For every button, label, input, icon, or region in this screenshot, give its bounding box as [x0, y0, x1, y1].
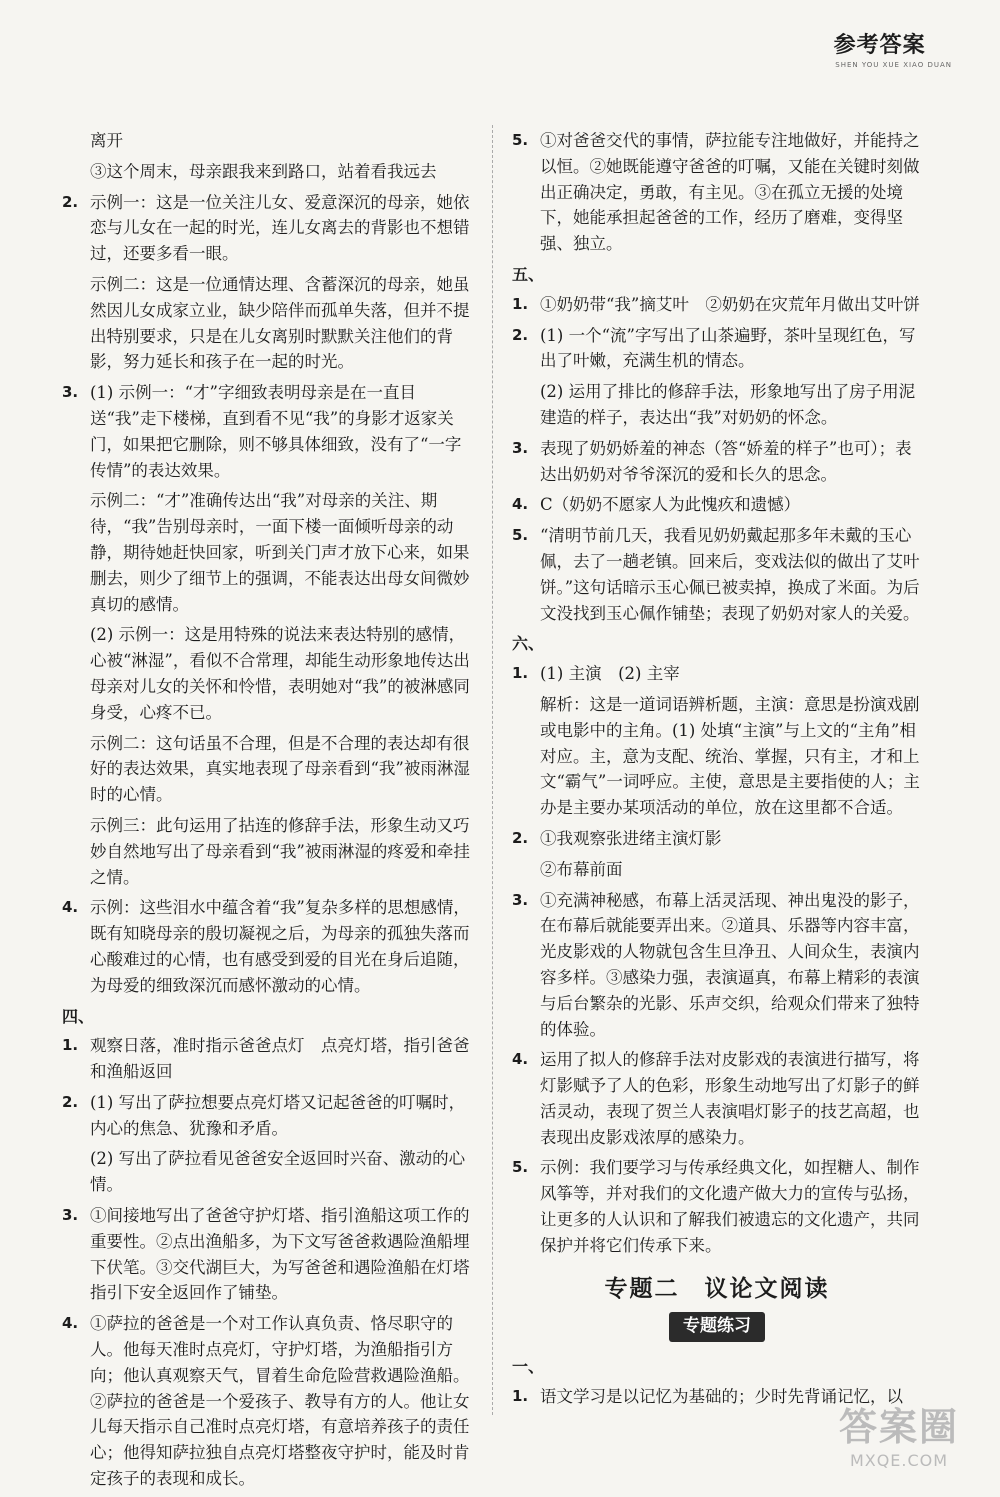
- item-number: 2.: [512, 828, 529, 847]
- topic-title: 专题二 议论文阅读: [604, 1275, 830, 1302]
- answer-line: 离开: [90, 131, 123, 150]
- answer-text: (2) 示例一：这是用特殊的说法来表达特别的感情，心被“淋湿”，看似不合常理，却能生动形象地传达出母亲对儿女的关怀和怜惜，表明她对“我”的被淋感同身受，心疼不已。: [90, 625, 470, 722]
- item-number: 1.: [512, 294, 529, 313]
- answer-item: [62, 1203, 472, 1306]
- answer-line: ③这个周末，母亲跟我来到路口，站着看我远去: [90, 161, 437, 181]
- answer-text: 运用了拟人的修辞手法对皮影戏的表演进行描写，将灯影赋予了人的色彩，形象生动地写出了灯影子的鲜活灵动，表现了贺兰人表演唱灯影子的技艺高超，也表现出皮影戏浓厚的感染力。: [540, 1050, 920, 1147]
- answer-text: 示例二：这是一位通情达理、含蓄深沉的母亲，她虽然因儿女成家立业，缺少陪伴而孤单失落，但并不提出特别要求，只是在儿女离别时默默关注他们的背影，努力延长和孩子在一起的时光。: [90, 274, 470, 372]
- watermark-text: 答案圈: [838, 1405, 959, 1449]
- item-number: 4.: [62, 898, 79, 917]
- answer-item: [512, 888, 922, 1043]
- answer-item: [62, 895, 472, 998]
- answer-text: 示例：我们要学习与传承经典文化，如捏糖人、制作风筝等，并对我们的文化遗产做大力的宣传与弘扬，让更多的人认识和了解我们被遗忘的文化遗产，共同保护并将它们传承下来。: [540, 1158, 920, 1255]
- item-number: 1.: [512, 664, 529, 683]
- answer-text: ①萨拉的爸爸是一个对工作认真负责、恪尽职守的人。他每天准时点亮灯，守护灯塔，为渔船指引方向；他认真观察天气，冒着生命危险营救遇险渔船。②萨拉的爸爸是一个爱孩子、教导有方的人。他让女儿每天指示自己准时点亮灯塔，有意培养孩子的责任心；他得知萨拉独自点亮灯塔整夜守护时，能及时肯定孩子的表现和成长。: [90, 1314, 470, 1489]
- watermark-logo: [824, 1396, 974, 1470]
- answer-text: 语文学习是以记忆为基础的；少时先背诵记忆，以: [540, 1387, 903, 1407]
- section-heading: 六、: [512, 634, 545, 654]
- answer-item: [62, 380, 472, 890]
- answer-item: [512, 292, 922, 318]
- answer-text: 表现了奶奶娇羞的神态（答“娇羞的样子”也可）；表达出奶奶对爷爷深沉的爱和长久的思念。: [540, 438, 912, 484]
- answer-item: [512, 128, 922, 257]
- right-column: [512, 128, 922, 1415]
- item-number: 5.: [512, 1158, 529, 1177]
- answer-text: (1) 一个“流”字写出了山茶遍野，茶叶呈现红色，写出了叶嫩，充满生机的情态。: [540, 325, 916, 371]
- item-number: 4.: [62, 1314, 79, 1333]
- answer-text: ①间接地写出了爸爸守护灯塔、指引渔船这项工作的重要性。②点出渔船多，为下文写爸爸救遇险渔船埋下伏笔。③交代湖巨大，为写爸爸和遇险渔船在灯塔指引下安全返回作了铺垫。: [90, 1206, 470, 1303]
- watermark-url: MXQE.COM: [849, 1451, 949, 1470]
- item-number: 2.: [512, 325, 529, 344]
- item-number: 3.: [512, 438, 529, 457]
- item-number: 1.: [62, 1036, 79, 1055]
- answer-text: “清明节前几天，我看见奶奶戴起那多年未戴的玉心佩，去了一趟老镇。回来后，变戏法似的做出了艾叶饼。”这句话暗示玉心佩已被卖掉，换成了米面。为后文没找到玉心佩作铺垫；表现了奶奶对家人的关爱。: [540, 526, 920, 623]
- section-heading: 一、: [512, 1357, 545, 1377]
- answer-text: (2) 写出了萨拉看见爸爸安全返回时兴奋、激动的心情。: [90, 1149, 466, 1195]
- answer-item: [512, 826, 922, 883]
- practice-banner: [512, 1312, 922, 1342]
- answer-text: 示例一：这是一位关注儿女、爱意深沉的母亲，她依恋与儿女在一起的时光，连儿女离去的背影也不想错过，还要多看一眼。: [90, 192, 470, 264]
- answer-note: 解析：这是一道词语辨析题，主演：意思是扮演戏剧或电影中的主角。(1) 处填“主演”与上文的“主角”相对应。主，意为支配、统治、掌握，只有主，才和上文“霸气”一词呼应。主使，意思是主要指使的人；主办是主要办某项活动的单位，放在这里都不合适。: [540, 694, 920, 818]
- answer-text: ①奶奶带“我”摘艾叶 ②奶奶在灾荒年月做出艾叶饼: [540, 294, 920, 314]
- item-number: 3.: [512, 890, 529, 909]
- left-column: [62, 128, 472, 1497]
- column-divider: [492, 125, 493, 1415]
- answer-text: (1) 写出了萨拉想要点亮灯塔又记起爸爸的叮嘱时，内心的焦急、犹豫和矛盾。: [90, 1092, 466, 1138]
- answer-item: [512, 1047, 922, 1150]
- item-number: 1.: [512, 1387, 529, 1406]
- answer-text: 观察日落，准时指示爸爸点灯 点亮灯塔，指引爸爸和渔船返回: [90, 1036, 470, 1082]
- answer-text: (1) 主演 (2) 主宰: [540, 664, 680, 684]
- answer-text: ①充满神秘感，布幕上活灵活现、神出鬼没的影子，在布幕后就能要弄出来。②道具、乐器等内容丰富，光皮影戏的人物就包含生旦净丑、人间众生，表演内容多样。③感染力强，表演逼真，布幕上精彩的表演与后台繁杂的光影、乐声交织，给观众们带来了独特的体验。: [540, 890, 920, 1039]
- answer-text: ②布幕前面: [540, 859, 623, 879]
- section-heading: 四、: [62, 1006, 95, 1026]
- answer-text: 示例：这些泪水中蕴含着“我”复杂多样的思想感情，既有知晓母亲的殷切凝视之后，为母亲的孤独失落而心酸难过的心情，也有感受到爱的目光在身后追随，为母爱的细致深沉而感怀激动的心情。: [90, 898, 470, 995]
- section-heading: 五、: [512, 264, 545, 284]
- answer-text: (1) 示例一：“才”字细致表明母亲是在一直目送“我”走下楼梯，直到看不见“我”的身影才返家关门，如果把它删除，则不够具体细致，没有了“一字传情”的表达效果。: [90, 383, 462, 480]
- answer-item: [62, 190, 472, 376]
- answer-text: ①对爸爸交代的事情，萨拉能专注地做好，并能持之以恒。②她既能遵守爸爸的叮嘱，又能在关键时刻做出正确决定，勇敢，有主见。③在孤立无援的处境下，她能承担起爸爸的工作，经历了磨难，变得坚强、独立。: [540, 131, 920, 254]
- answer-item: [62, 1033, 472, 1085]
- item-number: 4.: [512, 495, 529, 514]
- answer-text: C（奶奶不愿家人为此愧疚和遗憾）: [540, 495, 801, 515]
- answer-item: [512, 661, 922, 821]
- answer-item: [512, 436, 922, 488]
- answer-text: ①我观察张进绪主演灯影: [540, 828, 722, 848]
- answer-text: 示例二：这句话虽不合理，但是不合理的表达却有很好的表达效果，真实地表现了母亲看到“我”被雨淋湿时的心情。: [90, 733, 470, 805]
- answer-item: [512, 523, 922, 626]
- item-number: 3.: [62, 1206, 79, 1225]
- header-title: 参考答案: [833, 33, 926, 58]
- header-subtitle: SHEN YOU XUE XIAO DUAN: [835, 61, 952, 69]
- answer-text: 示例三：此句运用了拈连的修辞手法，形象生动又巧妙自然地写出了母亲看到“我”被雨淋湿的疼爱和牵挂之情。: [90, 815, 470, 887]
- answer-item: [512, 492, 922, 518]
- answer-item: [512, 1155, 922, 1258]
- item-number: 5.: [512, 526, 529, 545]
- banner-label: 专题练习: [669, 1312, 765, 1342]
- item-number: 4.: [512, 1050, 529, 1069]
- item-number: 5.: [512, 131, 529, 149]
- answer-item: [62, 1311, 472, 1492]
- answer-item: [62, 1090, 472, 1198]
- page-header: [807, 28, 952, 69]
- item-number: 2.: [62, 192, 79, 211]
- item-number: 2.: [62, 1092, 79, 1111]
- answer-text: (2) 运用了排比的修辞手法，形象地写出了房子用泥建造的样子，表达出“我”对奶奶的怀念。: [540, 382, 916, 427]
- item-number: 3.: [62, 383, 79, 402]
- answer-item: [512, 323, 922, 431]
- answer-text: 示例二：“才”准确传达出“我”对母亲的关注、期待，“我”告别母亲时，一面下楼一面倾听母亲的动静，期待她赶快回家，听到关门声才放下心来，如果删去，则少了细节上的强调，不能表达出母女间微妙真切的感情。: [90, 491, 470, 614]
